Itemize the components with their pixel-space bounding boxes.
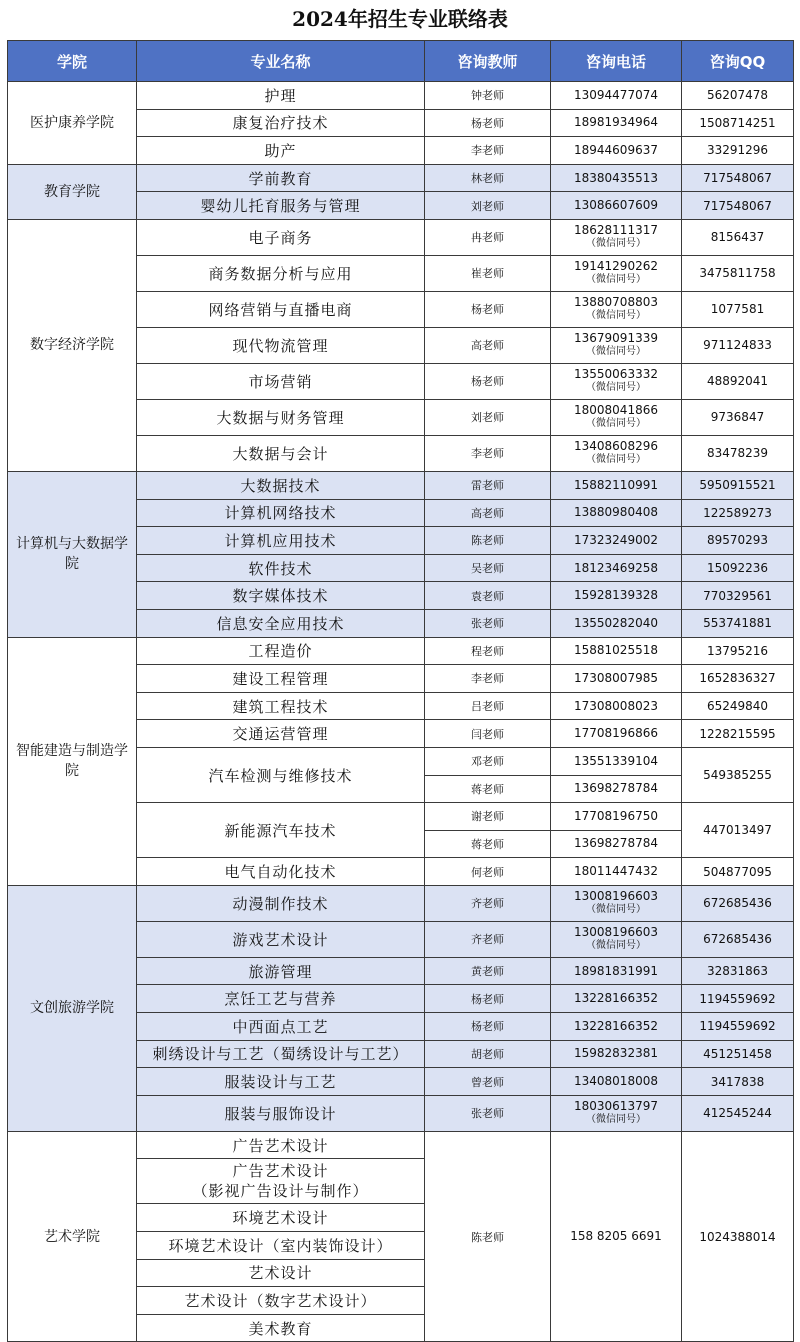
phone-number: 13551339104 bbox=[574, 753, 658, 768]
phone-cell bbox=[551, 435, 682, 471]
phone-cell bbox=[551, 291, 682, 327]
wechat-note: （微信同号） bbox=[586, 274, 646, 286]
major-cell: 信息安全应用技术 bbox=[137, 609, 425, 637]
qq-cell: 717548067 bbox=[682, 164, 794, 192]
wechat-note: （微信同号） bbox=[586, 310, 646, 322]
phone-number: 13408608296 bbox=[574, 439, 658, 454]
teacher-cell: 高老师 bbox=[425, 327, 551, 363]
phone-cell bbox=[551, 582, 682, 610]
phone-cell bbox=[551, 219, 682, 255]
teacher-cell: 闫老师 bbox=[425, 720, 551, 748]
phone-cell bbox=[551, 109, 682, 137]
major-line: 广告艺术设计 bbox=[232, 1162, 329, 1181]
phone-cell bbox=[551, 957, 682, 985]
major-cell: 新能源汽车技术 bbox=[137, 803, 425, 858]
qq-cell: 56207478 bbox=[682, 82, 794, 110]
phone-cell bbox=[551, 554, 682, 582]
phone-cell bbox=[551, 363, 682, 399]
phone-number: 18030613797 bbox=[574, 1099, 658, 1114]
contact-table bbox=[7, 40, 794, 1342]
phone-number: 15881025518 bbox=[574, 643, 658, 658]
college-cell: 计算机与大数据学院 bbox=[8, 471, 137, 637]
teacher-cell: 崔老师 bbox=[425, 255, 551, 291]
qq-cell: 447013497 bbox=[682, 803, 794, 858]
major-cell bbox=[137, 1159, 425, 1204]
phone-number: 13008196603 bbox=[574, 889, 658, 904]
table-row bbox=[8, 1131, 794, 1159]
qq-cell: 9736847 bbox=[682, 399, 794, 435]
phone-cell bbox=[551, 164, 682, 192]
qq-cell: 1024388014 bbox=[682, 1131, 794, 1342]
teacher-cell: 何老师 bbox=[425, 858, 551, 886]
teacher-cell: 吕老师 bbox=[425, 692, 551, 720]
table-row bbox=[8, 471, 794, 499]
major-cell: 刺绣设计与工艺（蜀绣设计与工艺） bbox=[137, 1040, 425, 1068]
teacher-cell: 谢老师 bbox=[425, 803, 551, 831]
major-cell: 现代物流管理 bbox=[137, 327, 425, 363]
major-cell: 电子商务 bbox=[137, 219, 425, 255]
teacher-cell: 李老师 bbox=[425, 435, 551, 471]
college-cell: 教育学院 bbox=[8, 164, 137, 219]
college-cell: 艺术学院 bbox=[8, 1131, 137, 1342]
teacher-cell: 杨老师 bbox=[425, 291, 551, 327]
phone-cell bbox=[551, 471, 682, 499]
qq-cell: 549385255 bbox=[682, 747, 794, 802]
qq-cell: 672685436 bbox=[682, 921, 794, 957]
teacher-cell: 张老师 bbox=[425, 609, 551, 637]
phone-number: 13086607609 bbox=[574, 198, 658, 213]
major-cell: 环境艺术设计（室内装饰设计） bbox=[137, 1232, 425, 1260]
phone-cell bbox=[551, 137, 682, 165]
wechat-note: （微信同号） bbox=[586, 346, 646, 358]
phone-cell bbox=[551, 255, 682, 291]
phone-cell bbox=[551, 327, 682, 363]
teacher-cell: 张老师 bbox=[425, 1095, 551, 1131]
phone-cell bbox=[551, 803, 682, 831]
header-teacher: 咨询教师 bbox=[425, 41, 551, 82]
major-cell: 汽车检测与维修技术 bbox=[137, 747, 425, 802]
teacher-cell: 钟老师 bbox=[425, 82, 551, 110]
teacher-cell: 杨老师 bbox=[425, 109, 551, 137]
qq-cell: 717548067 bbox=[682, 192, 794, 220]
major-cell: 建设工程管理 bbox=[137, 665, 425, 693]
major-cell: 软件技术 bbox=[137, 554, 425, 582]
major-cell: 商务数据分析与应用 bbox=[137, 255, 425, 291]
teacher-cell: 刘老师 bbox=[425, 399, 551, 435]
qq-cell: 48892041 bbox=[682, 363, 794, 399]
table-row bbox=[8, 885, 794, 921]
major-cell: 学前教育 bbox=[137, 164, 425, 192]
qq-cell: 89570293 bbox=[682, 527, 794, 555]
major-cell: 旅游管理 bbox=[137, 957, 425, 985]
phone-number: 18380435513 bbox=[574, 170, 658, 185]
phone-number: 13408018008 bbox=[574, 1074, 658, 1089]
qq-cell: 65249840 bbox=[682, 692, 794, 720]
phone-number: 18628111317 bbox=[574, 223, 658, 238]
teacher-cell: 吴老师 bbox=[425, 554, 551, 582]
phone-number: 15982832381 bbox=[574, 1046, 658, 1061]
college-cell: 文创旅游学院 bbox=[8, 885, 137, 1131]
qq-cell: 83478239 bbox=[682, 435, 794, 471]
phone-cell bbox=[551, 692, 682, 720]
major-cell: 游戏艺术设计 bbox=[137, 921, 425, 957]
major-cell: 中西面点工艺 bbox=[137, 1013, 425, 1041]
college-cell: 智能建造与制造学院 bbox=[8, 637, 137, 885]
phone-cell bbox=[551, 637, 682, 665]
qq-cell: 504877095 bbox=[682, 858, 794, 886]
teacher-cell: 陈老师 bbox=[425, 1131, 551, 1342]
qq-cell: 1194559692 bbox=[682, 1013, 794, 1041]
major-cell: 助产 bbox=[137, 137, 425, 165]
major-cell: 计算机网络技术 bbox=[137, 499, 425, 527]
qq-cell: 1077581 bbox=[682, 291, 794, 327]
phone-number: 17308007985 bbox=[574, 670, 658, 685]
header-row bbox=[8, 41, 794, 82]
header-major: 专业名称 bbox=[137, 41, 425, 82]
phone-cell bbox=[551, 1013, 682, 1041]
qq-cell: 412545244 bbox=[682, 1095, 794, 1131]
teacher-cell: 雷老师 bbox=[425, 471, 551, 499]
phone-number: 13008196603 bbox=[574, 925, 658, 940]
wechat-note: （微信同号） bbox=[586, 454, 646, 466]
phone-number: 17308008023 bbox=[574, 698, 658, 713]
qq-cell: 1652836327 bbox=[682, 665, 794, 693]
major-cell: 服装设计与工艺 bbox=[137, 1068, 425, 1096]
header-phone: 咨询电话 bbox=[551, 41, 682, 82]
major-line: （影视广告设计与制作） bbox=[192, 1182, 369, 1201]
teacher-cell: 杨老师 bbox=[425, 1013, 551, 1041]
qq-cell: 971124833 bbox=[682, 327, 794, 363]
phone-cell bbox=[551, 1131, 682, 1342]
phone-number: 18981831991 bbox=[574, 963, 658, 978]
phone-cell bbox=[551, 858, 682, 886]
phone-number: 13094477074 bbox=[574, 87, 658, 102]
major-cell: 大数据与会计 bbox=[137, 435, 425, 471]
phone-number: 13228166352 bbox=[574, 1018, 658, 1033]
phone-number: 19141290262 bbox=[574, 259, 658, 274]
qq-cell: 5950915521 bbox=[682, 471, 794, 499]
phone-cell bbox=[551, 885, 682, 921]
major-cell: 工程造价 bbox=[137, 637, 425, 665]
major-cell: 市场营销 bbox=[137, 363, 425, 399]
major-cell: 环境艺术设计 bbox=[137, 1204, 425, 1232]
phone-number: 13698278784 bbox=[574, 836, 658, 851]
phone-number: 17708196866 bbox=[574, 726, 658, 741]
phone-number: 13698278784 bbox=[574, 781, 658, 796]
teacher-cell: 曾老师 bbox=[425, 1068, 551, 1096]
qq-cell: 672685436 bbox=[682, 885, 794, 921]
major-cell: 广告艺术设计 bbox=[137, 1131, 425, 1159]
phone-number: 18944609637 bbox=[574, 142, 658, 157]
table-body bbox=[8, 82, 794, 1342]
qq-cell: 8156437 bbox=[682, 219, 794, 255]
phone-cell bbox=[551, 747, 682, 775]
teacher-cell: 林老师 bbox=[425, 164, 551, 192]
major-cell: 数字媒体技术 bbox=[137, 582, 425, 610]
teacher-cell: 杨老师 bbox=[425, 363, 551, 399]
phone-number: 13550063332 bbox=[574, 367, 658, 382]
wechat-note: （微信同号） bbox=[586, 904, 646, 916]
qq-cell: 1228215595 bbox=[682, 720, 794, 748]
phone-number: 15882110991 bbox=[574, 477, 658, 492]
major-cell: 艺术设计（数字艺术设计） bbox=[137, 1287, 425, 1315]
table-row bbox=[8, 637, 794, 665]
major-cell: 服装与服饰设计 bbox=[137, 1095, 425, 1131]
major-cell: 交通运营管理 bbox=[137, 720, 425, 748]
qq-cell: 122589273 bbox=[682, 499, 794, 527]
teacher-cell: 齐老师 bbox=[425, 921, 551, 957]
major-cell: 婴幼儿托育服务与管理 bbox=[137, 192, 425, 220]
phone-number: 18008041866 bbox=[574, 403, 658, 418]
phone-number: 13228166352 bbox=[574, 991, 658, 1006]
qq-cell: 553741881 bbox=[682, 609, 794, 637]
phone-number: 13880980408 bbox=[574, 505, 658, 520]
phone-cell bbox=[551, 985, 682, 1013]
table-row bbox=[8, 219, 794, 255]
wechat-note: （微信同号） bbox=[586, 940, 646, 952]
phone-cell bbox=[551, 609, 682, 637]
teacher-cell: 袁老师 bbox=[425, 582, 551, 610]
phone-cell bbox=[551, 775, 682, 803]
teacher-cell: 李老师 bbox=[425, 137, 551, 165]
page-title: 2024年招生专业联络表 bbox=[292, 7, 508, 31]
phone-number: 13880708803 bbox=[574, 295, 658, 310]
qq-cell: 1508714251 bbox=[682, 109, 794, 137]
phone-number: 13550282040 bbox=[574, 615, 658, 630]
qq-cell: 13795216 bbox=[682, 637, 794, 665]
phone-number: 18011447432 bbox=[574, 864, 658, 879]
phone-cell bbox=[551, 720, 682, 748]
teacher-cell: 李老师 bbox=[425, 665, 551, 693]
phone-number: 18981934964 bbox=[574, 115, 658, 130]
major-cell: 护理 bbox=[137, 82, 425, 110]
major-cell: 大数据技术 bbox=[137, 471, 425, 499]
teacher-cell: 高老师 bbox=[425, 499, 551, 527]
phone-cell bbox=[551, 1095, 682, 1131]
phone-cell bbox=[551, 499, 682, 527]
phone-cell bbox=[551, 830, 682, 858]
college-cell: 医护康养学院 bbox=[8, 82, 137, 165]
major-cell: 电气自动化技术 bbox=[137, 858, 425, 886]
teacher-cell: 杨老师 bbox=[425, 985, 551, 1013]
phone-cell bbox=[551, 1068, 682, 1096]
wechat-note: （微信同号） bbox=[586, 418, 646, 430]
phone-cell bbox=[551, 665, 682, 693]
qq-cell: 1194559692 bbox=[682, 985, 794, 1013]
qq-cell: 15092236 bbox=[682, 554, 794, 582]
phone-cell bbox=[551, 921, 682, 957]
teacher-cell: 刘老师 bbox=[425, 192, 551, 220]
major-cell: 康复治疗技术 bbox=[137, 109, 425, 137]
wechat-note: （微信同号） bbox=[586, 1114, 646, 1126]
college-cell: 数字经济学院 bbox=[8, 219, 137, 471]
phone-number: 13679091339 bbox=[574, 331, 658, 346]
phone-cell bbox=[551, 527, 682, 555]
teacher-cell: 胡老师 bbox=[425, 1040, 551, 1068]
teacher-cell: 蒋老师 bbox=[425, 775, 551, 803]
qq-cell: 770329561 bbox=[682, 582, 794, 610]
qq-cell: 3475811758 bbox=[682, 255, 794, 291]
qq-cell: 33291296 bbox=[682, 137, 794, 165]
major-cell: 大数据与财务管理 bbox=[137, 399, 425, 435]
phone-number: 158 8205 6691 bbox=[570, 1229, 662, 1244]
table-row bbox=[8, 82, 794, 110]
teacher-cell: 陈老师 bbox=[425, 527, 551, 555]
phone-number: 18123469258 bbox=[574, 560, 658, 575]
header-qq: 咨询QQ bbox=[682, 41, 794, 82]
major-cell: 网络营销与直播电商 bbox=[137, 291, 425, 327]
major-cell: 计算机应用技术 bbox=[137, 527, 425, 555]
major-cell: 烹饪工艺与营养 bbox=[137, 985, 425, 1013]
teacher-cell: 邓老师 bbox=[425, 747, 551, 775]
major-cell: 美术教育 bbox=[137, 1314, 425, 1342]
major-cell: 建筑工程技术 bbox=[137, 692, 425, 720]
table-row bbox=[8, 164, 794, 192]
teacher-cell: 程老师 bbox=[425, 637, 551, 665]
qq-cell: 32831863 bbox=[682, 957, 794, 985]
teacher-cell: 冉老师 bbox=[425, 219, 551, 255]
wechat-note: （微信同号） bbox=[586, 238, 646, 250]
phone-number: 17708196750 bbox=[574, 808, 658, 823]
phone-cell bbox=[551, 192, 682, 220]
qq-cell: 451251458 bbox=[682, 1040, 794, 1068]
wechat-note: （微信同号） bbox=[586, 382, 646, 394]
phone-cell bbox=[551, 1040, 682, 1068]
teacher-cell: 黄老师 bbox=[425, 957, 551, 985]
major-cell: 艺术设计 bbox=[137, 1259, 425, 1287]
teacher-cell: 蒋老师 bbox=[425, 830, 551, 858]
qq-cell: 3417838 bbox=[682, 1068, 794, 1096]
phone-cell bbox=[551, 82, 682, 110]
phone-number: 15928139328 bbox=[574, 588, 658, 603]
teacher-cell: 齐老师 bbox=[425, 885, 551, 921]
phone-number: 17323249002 bbox=[574, 532, 658, 547]
phone-cell bbox=[551, 399, 682, 435]
major-cell: 动漫制作技术 bbox=[137, 885, 425, 921]
header-college: 学院 bbox=[8, 41, 137, 82]
